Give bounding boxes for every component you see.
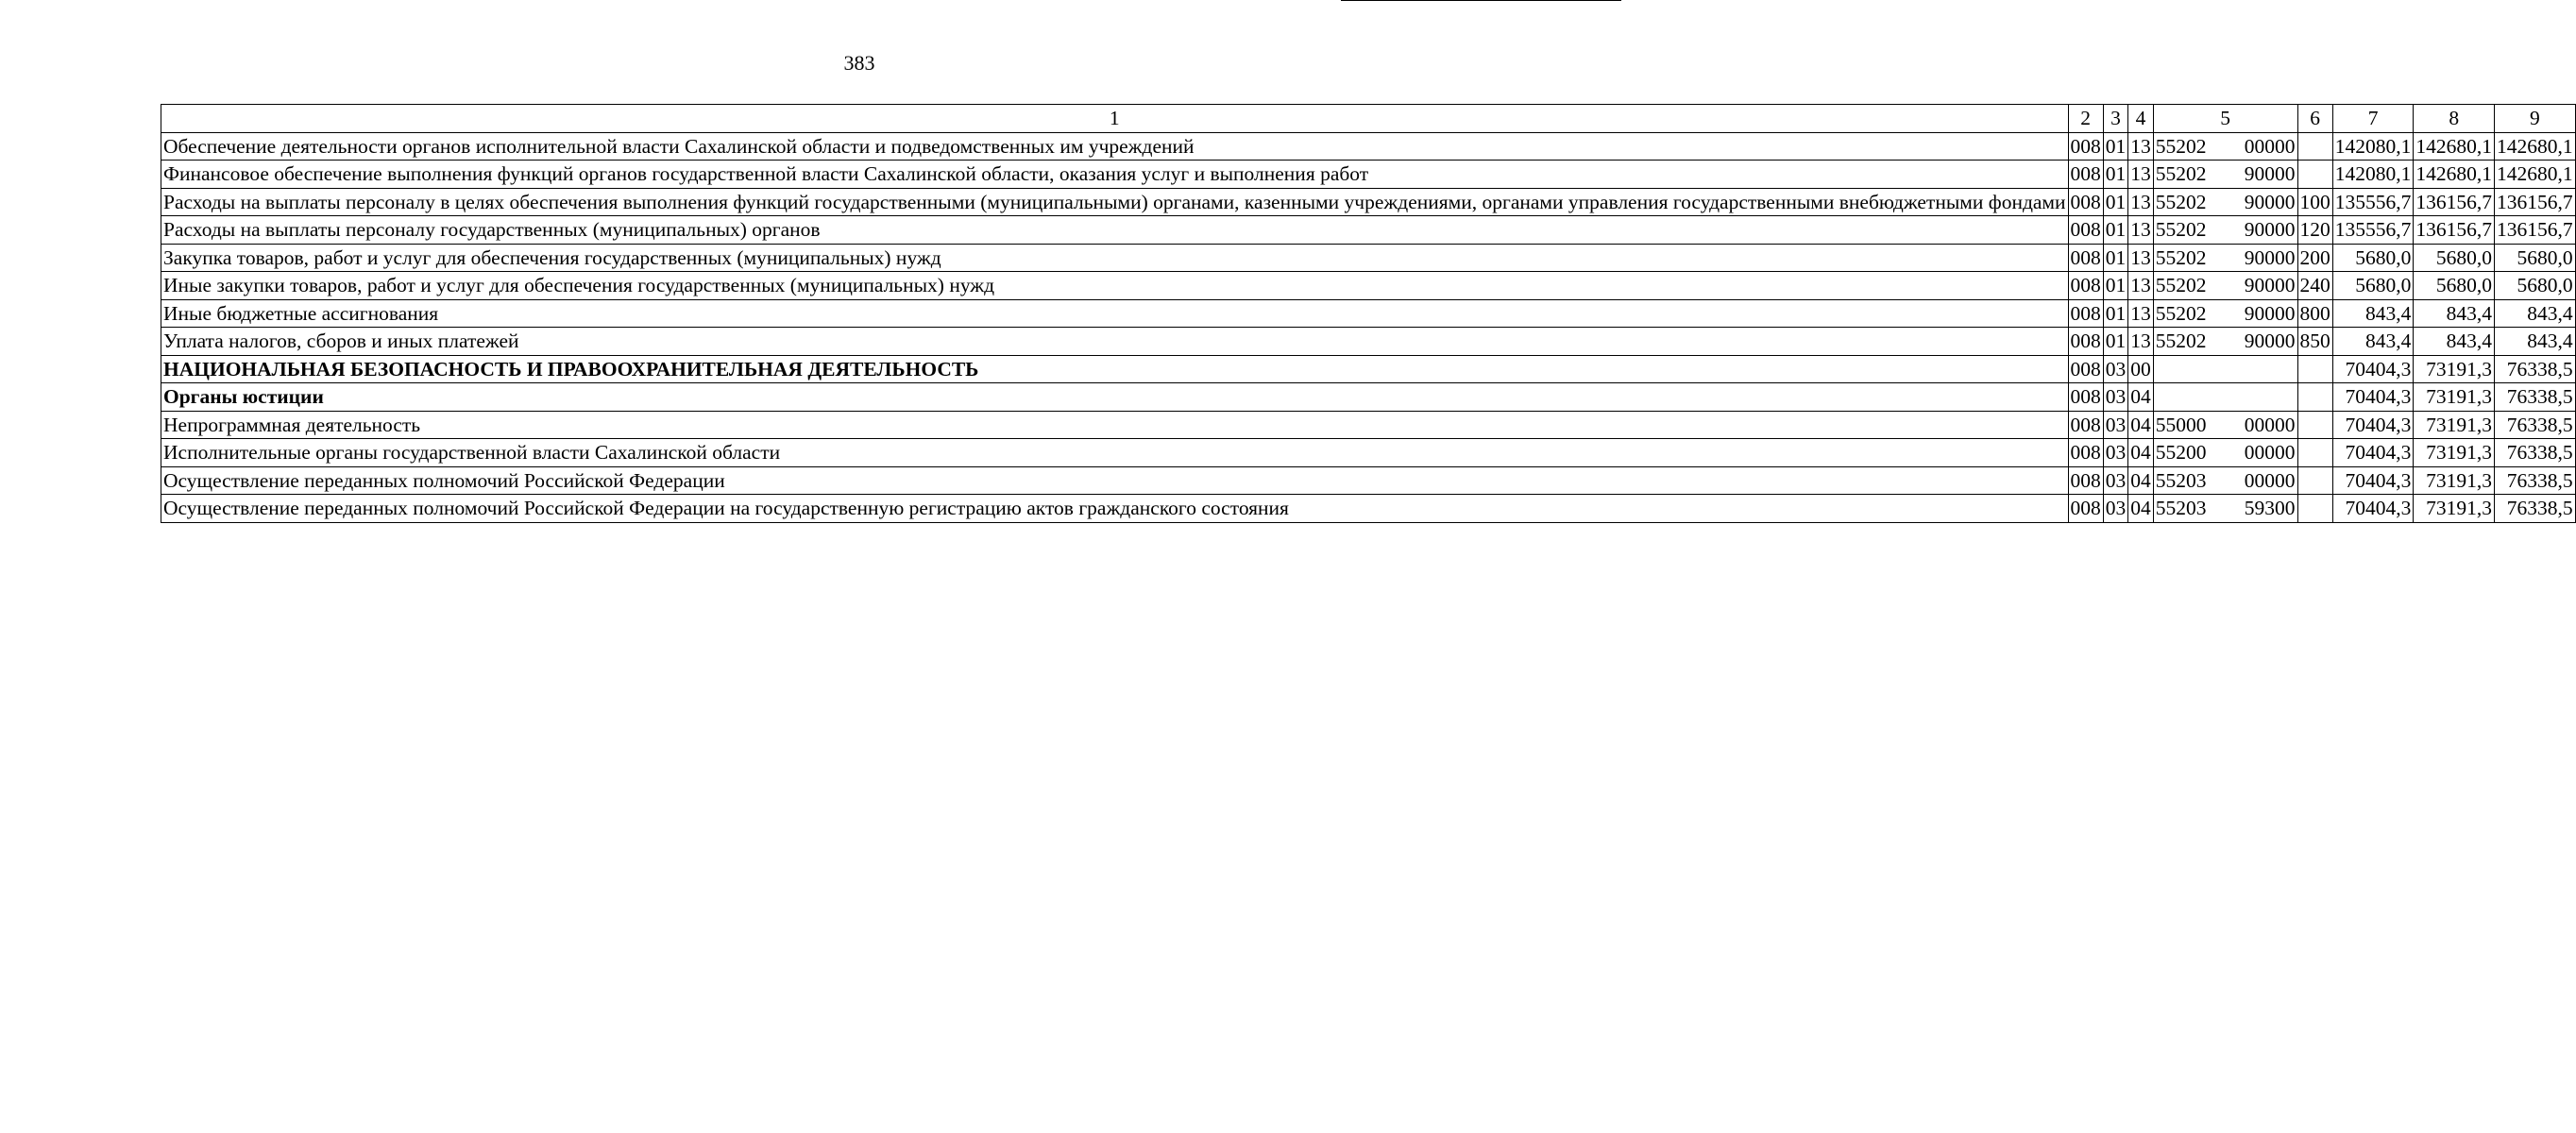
- target-article-program: 55202: [2155, 245, 2207, 269]
- expense-type-code: 240: [2297, 272, 2332, 300]
- column-header: 6: [2297, 105, 2332, 133]
- target-article-code: [2153, 244, 2297, 272]
- amount-col8: 73191,3: [2414, 439, 2495, 467]
- amount-col8: 5680,0: [2414, 272, 2495, 300]
- row-name: НАЦИОНАЛЬНАЯ БЕЗОПАСНОСТЬ И ПРАВООХРАНИТЕЛЬНАЯ ДЕЯТЕЛЬНОСТЬ: [161, 355, 2069, 383]
- subsection-code: 13: [2128, 328, 2154, 356]
- table-row: [161, 244, 2576, 272]
- target-article-program: 55202: [2155, 218, 2207, 241]
- section-code: 03: [2103, 383, 2128, 412]
- table-row: [161, 355, 2576, 383]
- section-code: 01: [2103, 299, 2128, 328]
- expense-type-code: 800: [2297, 299, 2332, 328]
- admin-code: 008: [2068, 272, 2103, 300]
- section-code: 03: [2103, 495, 2128, 523]
- admin-code: 008: [2068, 383, 2103, 412]
- target-article-direction: 00000: [2244, 468, 2296, 492]
- table-row: [161, 495, 2576, 523]
- target-article-direction: 90000: [2244, 301, 2296, 325]
- target-article-direction: 59300: [2244, 497, 2296, 519]
- target-article-direction: 00000: [2244, 413, 2296, 436]
- target-article-code: [2153, 188, 2297, 216]
- target-article-program: 55200: [2155, 441, 2207, 464]
- column-header: 8: [2414, 105, 2495, 133]
- section-code: 01: [2103, 161, 2128, 189]
- target-article-code: [2153, 495, 2297, 523]
- amount-col7: 5680,0: [2332, 244, 2414, 272]
- table-row: [161, 383, 2576, 412]
- expense-type-code: [2297, 495, 2332, 523]
- target-article-code: [2153, 466, 2297, 495]
- amount-col7: 70404,3: [2332, 495, 2414, 523]
- target-article-direction: 90000: [2244, 190, 2296, 213]
- column-header: 1: [161, 105, 2069, 133]
- column-header: 4: [2128, 105, 2154, 133]
- column-header: 9: [2495, 105, 2576, 133]
- page-number: 383: [843, 51, 875, 75]
- amount-col8: 73191,3: [2414, 411, 2495, 439]
- amount-col8: 843,4: [2414, 299, 2495, 328]
- amount-col9: 5680,0: [2495, 272, 2576, 300]
- amount-col8: 142680,1: [2414, 161, 2495, 189]
- target-article-program: 55202: [2155, 162, 2207, 185]
- target-article-direction: 00000: [2244, 441, 2296, 464]
- admin-code: 008: [2068, 299, 2103, 328]
- table-row: [161, 439, 2576, 467]
- table-row: [161, 466, 2576, 495]
- row-name: Исполнительные органы государственной власти Сахалинской области: [161, 439, 2069, 467]
- expense-type-code: [2297, 411, 2332, 439]
- amount-col9: 142680,1: [2495, 161, 2576, 189]
- target-article-direction: 90000: [2244, 274, 2296, 296]
- row-name: Осуществление переданных полномочий Российской Федерации на государственную регистрацию актов гражданского состояния: [161, 495, 2069, 523]
- amount-col7: 70404,3: [2332, 383, 2414, 412]
- target-article-code: [2153, 132, 2297, 161]
- subsection-code: 04: [2128, 439, 2154, 467]
- subsection-code: 13: [2128, 244, 2154, 272]
- amount-col9: 136156,7: [2495, 216, 2576, 245]
- target-article-program: 55203: [2155, 497, 2207, 519]
- section-code: 01: [2103, 272, 2128, 300]
- section-code: 03: [2103, 466, 2128, 495]
- budget-table: [161, 104, 2576, 523]
- amount-col7: 5680,0: [2332, 272, 2414, 300]
- amount-col7: 70404,3: [2332, 466, 2414, 495]
- table-row: [161, 132, 2576, 161]
- table-row: [161, 161, 2576, 189]
- admin-code: 008: [2068, 244, 2103, 272]
- section-code: 01: [2103, 188, 2128, 216]
- row-name: Иные бюджетные ассигнования: [161, 299, 2069, 328]
- subsection-code: 04: [2128, 495, 2154, 523]
- section-code: 01: [2103, 216, 2128, 245]
- amount-col9: 76338,5: [2495, 495, 2576, 523]
- admin-code: 008: [2068, 161, 2103, 189]
- expense-type-code: [2297, 132, 2332, 161]
- amount-col9: 76338,5: [2495, 383, 2576, 412]
- column-header: 2: [2068, 105, 2103, 133]
- table-body: [161, 132, 2576, 522]
- expense-type-code: 200: [2297, 244, 2332, 272]
- column-header: 3: [2103, 105, 2128, 133]
- target-article-direction: 90000: [2244, 245, 2296, 269]
- subsection-code: 04: [2128, 411, 2154, 439]
- amount-col9: 843,4: [2495, 328, 2576, 356]
- amount-col7: 843,4: [2332, 299, 2414, 328]
- row-name: Осуществление переданных полномочий Российской Федерации: [161, 466, 2069, 495]
- subsection-code: 00: [2128, 355, 2154, 383]
- target-article-direction: 90000: [2244, 162, 2296, 185]
- admin-code: 008: [2068, 411, 2103, 439]
- amount-col9: 76338,5: [2495, 466, 2576, 495]
- amount-col9: 136156,7: [2495, 188, 2576, 216]
- subsection-code: 13: [2128, 272, 2154, 300]
- amount-col9: 76338,5: [2495, 439, 2576, 467]
- admin-code: 008: [2068, 188, 2103, 216]
- target-article-program: 55202: [2155, 134, 2207, 158]
- target-article-program: 55203: [2155, 468, 2207, 492]
- subsection-code: 13: [2128, 161, 2154, 189]
- expense-type-code: [2297, 161, 2332, 189]
- expense-type-code: 120: [2297, 216, 2332, 245]
- subsection-code: 04: [2128, 383, 2154, 412]
- subsection-code: 13: [2128, 188, 2154, 216]
- target-article-direction: 90000: [2244, 218, 2296, 241]
- target-article-program: 55202: [2155, 301, 2207, 325]
- expense-type-code: 100: [2297, 188, 2332, 216]
- expense-type-code: [2297, 439, 2332, 467]
- target-article-code: [2153, 355, 2297, 383]
- column-number-row: [161, 105, 2576, 133]
- admin-code: 008: [2068, 355, 2103, 383]
- target-article-code: [2153, 439, 2297, 467]
- amount-col7: 843,4: [2332, 328, 2414, 356]
- admin-code: 008: [2068, 466, 2103, 495]
- amount-col7: 135556,7: [2332, 188, 2414, 216]
- amount-col7: 70404,3: [2332, 439, 2414, 467]
- section-code: 03: [2103, 439, 2128, 467]
- target-article-code: [2153, 411, 2297, 439]
- row-name: Расходы на выплаты персоналу государственных (муниципальных) органов: [161, 216, 2069, 245]
- row-name: Иные закупки товаров, работ и услуг для обеспечения государственных (муниципальных) нужд: [161, 272, 2069, 300]
- amount-col7: 70404,3: [2332, 355, 2414, 383]
- expense-type-code: [2297, 466, 2332, 495]
- subsection-code: 13: [2128, 216, 2154, 245]
- row-name: Уплата налогов, сборов и иных платежей: [161, 328, 2069, 356]
- section-code: 03: [2103, 411, 2128, 439]
- expense-type-code: [2297, 383, 2332, 412]
- subsection-code: 04: [2128, 466, 2154, 495]
- target-article-code: [2153, 383, 2297, 412]
- amount-col9: 5680,0: [2495, 244, 2576, 272]
- target-article-direction: 90000: [2244, 330, 2296, 352]
- section-code: 03: [2103, 355, 2128, 383]
- target-article-program: 55202: [2155, 190, 2207, 213]
- column-header: 7: [2332, 105, 2414, 133]
- row-name: Органы юстиции: [161, 383, 2069, 412]
- admin-code: 008: [2068, 439, 2103, 467]
- table-row: [161, 216, 2576, 245]
- amount-col8: 142680,1: [2414, 132, 2495, 161]
- target-article-code: [2153, 272, 2297, 300]
- row-name: Закупка товаров, работ и услуг для обеспечения государственных (муниципальных) нужд: [161, 244, 2069, 272]
- target-article-program: 55202: [2155, 274, 2207, 296]
- amount-col8: 843,4: [2414, 328, 2495, 356]
- table-row: [161, 299, 2576, 328]
- admin-code: 008: [2068, 495, 2103, 523]
- amount-col8: 136156,7: [2414, 216, 2495, 245]
- amount-col8: 136156,7: [2414, 188, 2495, 216]
- section-code: 01: [2103, 328, 2128, 356]
- table-row: [161, 411, 2576, 439]
- amount-col7: 142080,1: [2332, 161, 2414, 189]
- table-row: [161, 328, 2576, 356]
- amount-col9: 142680,1: [2495, 132, 2576, 161]
- amount-col8: 73191,3: [2414, 495, 2495, 523]
- table-row: [161, 188, 2576, 216]
- amount-col9: 76338,5: [2495, 355, 2576, 383]
- admin-code: 008: [2068, 328, 2103, 356]
- expense-type-code: 850: [2297, 328, 2332, 356]
- target-article-code: [2153, 216, 2297, 245]
- expense-type-code: [2297, 355, 2332, 383]
- section-code: 01: [2103, 244, 2128, 272]
- row-name: Финансовое обеспечение выполнения функций органов государственной власти Сахалинской области, оказания услуг и выполнения работ: [161, 161, 2069, 189]
- row-name: Обеспечение деятельности органов исполнительной власти Сахалинской области и подведомственных им учреждений: [161, 132, 2069, 161]
- target-article-program: 55202: [2155, 330, 2207, 352]
- amount-col8: 73191,3: [2414, 383, 2495, 412]
- admin-code: 008: [2068, 132, 2103, 161]
- subsection-code: 13: [2128, 132, 2154, 161]
- amount-col8: 73191,3: [2414, 466, 2495, 495]
- amount-col8: 73191,3: [2414, 355, 2495, 383]
- amount-col9: 843,4: [2495, 299, 2576, 328]
- target-article-code: [2153, 299, 2297, 328]
- target-article-code: [2153, 328, 2297, 356]
- section-code: 01: [2103, 132, 2128, 161]
- target-article-code: [2153, 161, 2297, 189]
- amount-col7: 135556,7: [2332, 216, 2414, 245]
- column-header: 5: [2153, 105, 2297, 133]
- row-name: Непрограммная деятельность: [161, 411, 2069, 439]
- target-article-direction: 00000: [2244, 134, 2296, 158]
- amount-col8: 5680,0: [2414, 244, 2495, 272]
- row-name: Расходы на выплаты персоналу в целях обеспечения выполнения функций государственными (муниципальными) органами, казенными учреждениями, органами управления государственными внебюджетными фондами: [161, 188, 2069, 216]
- amount-col7: 142080,1: [2332, 132, 2414, 161]
- admin-code: 008: [2068, 216, 2103, 245]
- top-edge-rule: [1341, 0, 1621, 1]
- amount-col9: 76338,5: [2495, 411, 2576, 439]
- table-row: [161, 272, 2576, 300]
- target-article-program: 55000: [2155, 413, 2207, 436]
- subsection-code: 13: [2128, 299, 2154, 328]
- amount-col7: 70404,3: [2332, 411, 2414, 439]
